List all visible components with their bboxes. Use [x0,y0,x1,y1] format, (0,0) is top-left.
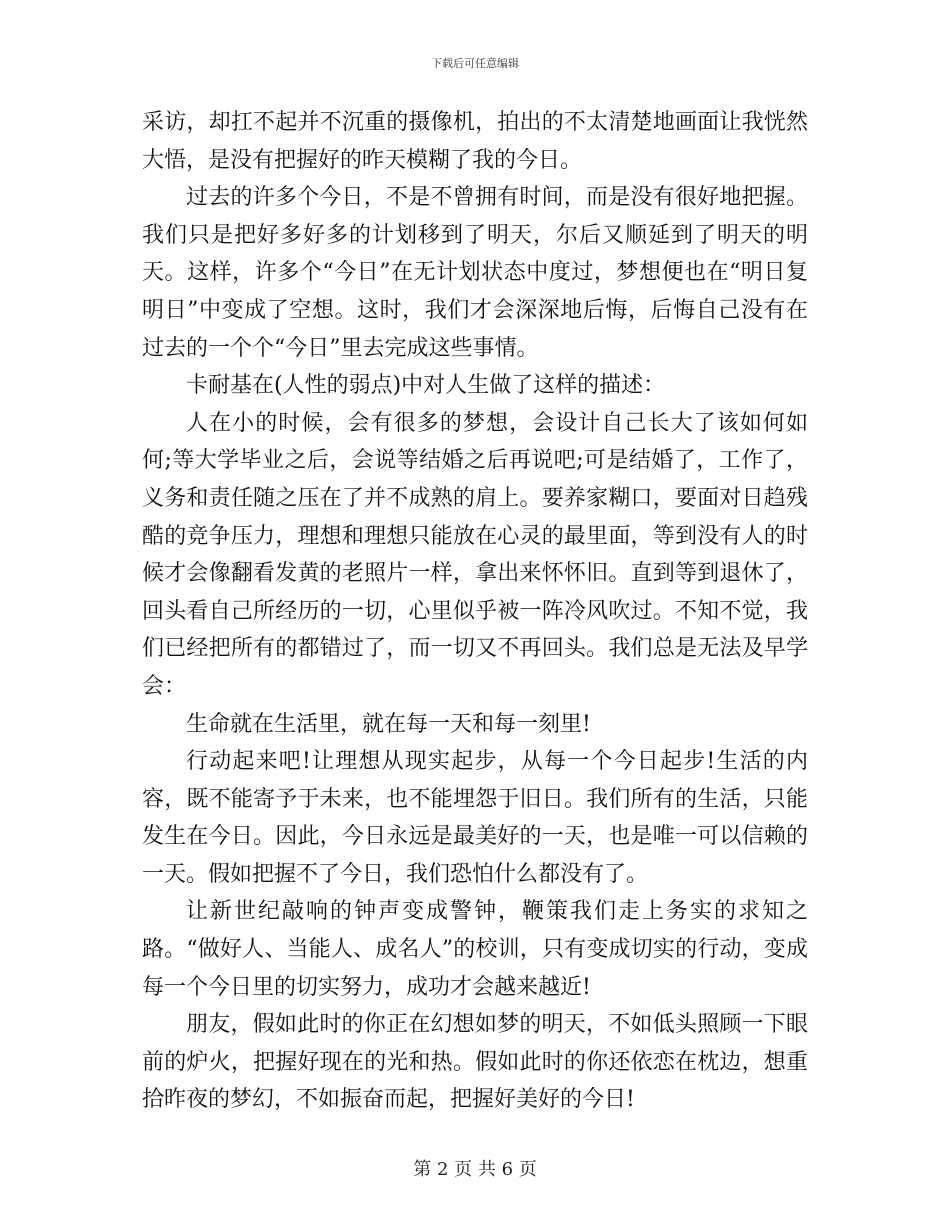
paragraph-6: 行动起来吧!让理想从现实起步，从每一个今日起步!生活的内容，既不能寄予于未来，也不能埋怨于旧日。我们所有的生活，只能发生在今日。因此，今日永远是最美好的一天，也是唯一可以信赖的一天。假如把握不了今日，我们恐怕什么都没有了。 [142,749,808,887]
paragraph-7: 让新世纪敲响的钟声变成警钟，鞭策我们走上务实的求知之路。“做好人、当能人、成名人”的校训，只有变成切实的行动，变成每一个今日里的切实努力，成功才会越来越近! [142,899,808,1000]
paragraph-8: 朋友，假如此时的你正在幻想如梦的明天，不如低头照顾一下眼前的炉火，把握好现在的光和热。假如此时的你还依恋在枕边，想重拾昨夜的梦幻，不如振奋而起，把握好美好的今日! [142,1012,808,1113]
paragraph-1: 采访，却扛不起并不沉重的摄像机，拍出的不太清楚地画面让我恍然大悟，是没有把握好的昨天模糊了我的今日。 [142,110,808,173]
page-header: 下载后可任意编辑 [431,57,519,70]
paragraph-3: 卡耐基在(人性的弱点)中对人生做了这样的描述： [186,373,666,399]
page-footer: 第 2 页 共 6 页 [413,1159,537,1180]
paragraph-2: 过去的许多个今日，不是不曾拥有时间，而是没有很好地把握。我们只是把好多好多的计划移到了明天，尔后又顺延到了明天的明天。这样，许多个“今日”在无计划状态中度过，梦想便也在“明日复明日”中变成了空想。这时，我们才会深深地后悔，后悔自己没有在过去的一个个“今日”里去完成这些事情。 [142,185,808,361]
paragraph-5: 生命就在生活里，就在每一天和每一刻里! [186,711,591,737]
document-body [142,104,808,1119]
paragraph-4: 人在小的时候，会有很多的梦想，会设计自己长大了该如何如何;等大学毕业之后，会说等结婚之后再说吧;可是结婚了，工作了，义务和责任随之压在了并不成熟的肩上。要养家糊口，要面对日趋残酷的竞争压力，理想和理想只能放在心灵的最里面，等到没有人的时候才会像翻看发黄的老照片一样，拿出来怀怀旧。直到等到退休了，回头看自己所经历的一切，心里似乎被一阵冷风吹过。不知不觉，我们已经把所有的都错过了，而一切又不再回头。我们总是无法及早学会： [142,410,808,699]
